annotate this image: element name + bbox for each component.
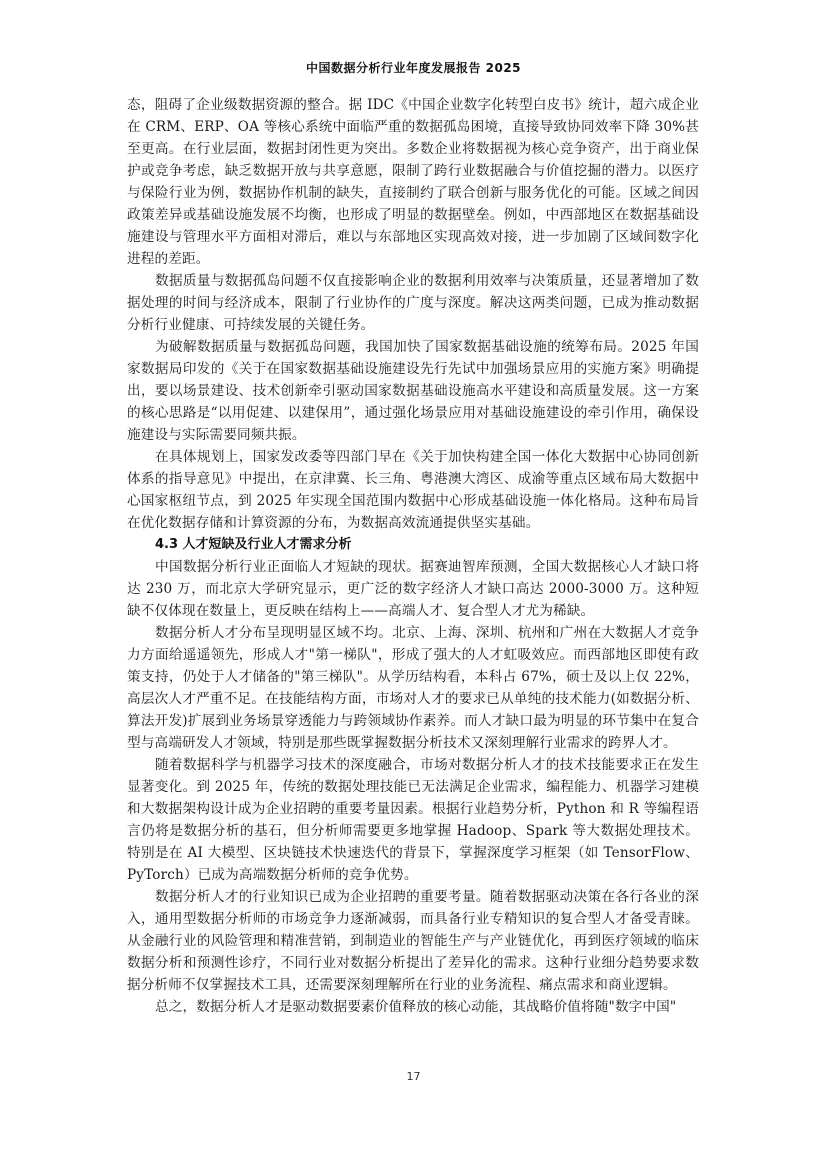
paragraph-conclusion: 总之，数据分析人才是驱动数据要素价值释放的核心动能，其战略价值将随"数字中国" <box>155 999 677 1015</box>
section-heading: 4.3 人才短缺及行业人才需求分析 <box>155 537 352 552</box>
paragraph-industry-knowledge: 数据分析人才的行业知识已成为企业招聘的重要考量。随着数据驱动决策在各行各业的深入，通用型数据分析师的市场竞争力逐渐减弱，而具备行业专精知识的复合型人才备受青睐。从金融行业的风险管理和精准营销，到制造业的智能生产与产业链优化，再到医疗领域的临床数据分析和预测性诊疗，不同行业对数据分析提出了差异化的需求。这种行业细分趋势要求数据分析师不仅掌握技术工具，还需要深刻理解所在行业的业务流程、痛点需求和商业逻辑。 <box>127 889 699 993</box>
page-number: 17 <box>406 1070 421 1083</box>
paragraph-talent-shortage: 中国数据分析行业正面临人才短缺的现状。据赛迪智库预测，全国大数据核心人才缺口将达 230 万，而北京大学研究显示，更广泛的数字经济人才缺口高达 2000-3000 万。这种短缺不仅体现在数量上，更反映在结构上——高端人才、复合型人才尤为稀缺。 <box>127 559 699 619</box>
paragraph-technical-skills: 随着数据科学与机器学习技术的深度融合，市场对数据分析人才的技术技能要求正在发生显著变化。到 2025 年，传统的数据处理技能已无法满足企业需求，编程能力、机器学习建模和大数据架构设计成为企业招聘的重要考量因素。根据行业趋势分析，Python 和 R 等编程语言仍将是数据分析的基石，但分析师需要更多地掌握 Hadoop、Spark 等大数据处理技术。特别是在 AI 大模型、区块链技术快速迭代的背景下，掌握深度学习框架（如 TensorFlow、PyTorch）已成为高端数据分析师的竞争优势。 <box>127 757 699 883</box>
paragraph-infrastructure-policy: 为破解数据质量与数据孤岛问题，我国加快了国家数据基础设施的统筹布局。2025 年国家数据局印发的《关于在国家数据基础设施建设先行先试中加强场景应用的实施方案》明确提出，要以场景建设、技术创新牵引驱动国家数据基础设施高水平建设和高质量发展。这一方案的核心思路是“以用促建、以建保用”，通过强化场景应用对基础设施建设的牵引作用，确保设施建设与实际需要同频共振。 <box>127 339 699 443</box>
paragraph-data-silo-continuation: 态，阻碍了企业级数据资源的整合。据 IDC《中国企业数字化转型白皮书》统计，超六成企业在 CRM、ERP、OA 等核心系统中面临严重的数据孤岛困境，直接导致协同效率下降 30%甚至更高。在行业层面，数据封闭性更为突出。多数企业将数据视为核心竞争资产，出于商业保护或竞争考虑，缺乏数据开放与共享意愿，限制了跨行业数据融合与价值挖掘的潜力。以医疗与保险行业为例，数据协作机制的缺失，直接制约了联合创新与服务优化的可能。区域之间因政策差异或基础设施发展不均衡，也形成了明显的数据壁垒。例如，中西部地区在数据基础设施建设与管理水平方面相对滞后，难以与东部地区实现高效对接，进一步加剧了区域间数字化进程的差距。 <box>127 97 699 267</box>
page-header-title: 中国数据分析行业年度发展报告 2025 <box>305 61 522 75</box>
paragraph-data-quality-impact: 数据质量与数据孤岛问题不仅直接影响企业的数据利用效率与决策质量，还显著增加了数据处理的时间与经济成本，限制了行业协作的广度与深度。解决这两类问题，已成为推动数据分析行业健康、可持续发展的关键任务。 <box>127 273 699 333</box>
paragraph-regional-planning: 在具体规划上，国家发改委等四部门早在《关于加快构建全国一体化大数据中心协同创新体系的指导意见》中提出，在京津冀、长三角、粤港澳大湾区、成渝等重点区域布局大数据中心国家枢纽节点，到 2025 年实现全国范围内数据中心形成基础设施一体化格局。这种布局旨在优化数据存储和计算资源的分布，为数据高效流通提供坚实基础。 <box>127 449 699 531</box>
paragraph-talent-distribution: 数据分析人才分布呈现明显区域不均。北京、上海、深圳、杭州和广州在大数据人才竞争力方面给遥遥领先，形成人才"第一梯队"，形成了强大的人才虹吸效应。而西部地区即使有政策支持，仍处于人才储备的"第三梯队"。从学历结构看，本科占 67%，硕士及以上仅 22%，高层次人才严重不足。在技能结构方面，市场对人才的要求已从单纯的技术能力(如数据分析、算法开发)扩展到业务场景穿透能力与跨领域协作素养。而人才缺口最为明显的环节集中在复合型与高端研发人才领域，特别是那些既掌握数据分析技术又深刻理解行业需求的跨界人才。 <box>127 625 699 751</box>
document-body <box>127 94 699 1018</box>
